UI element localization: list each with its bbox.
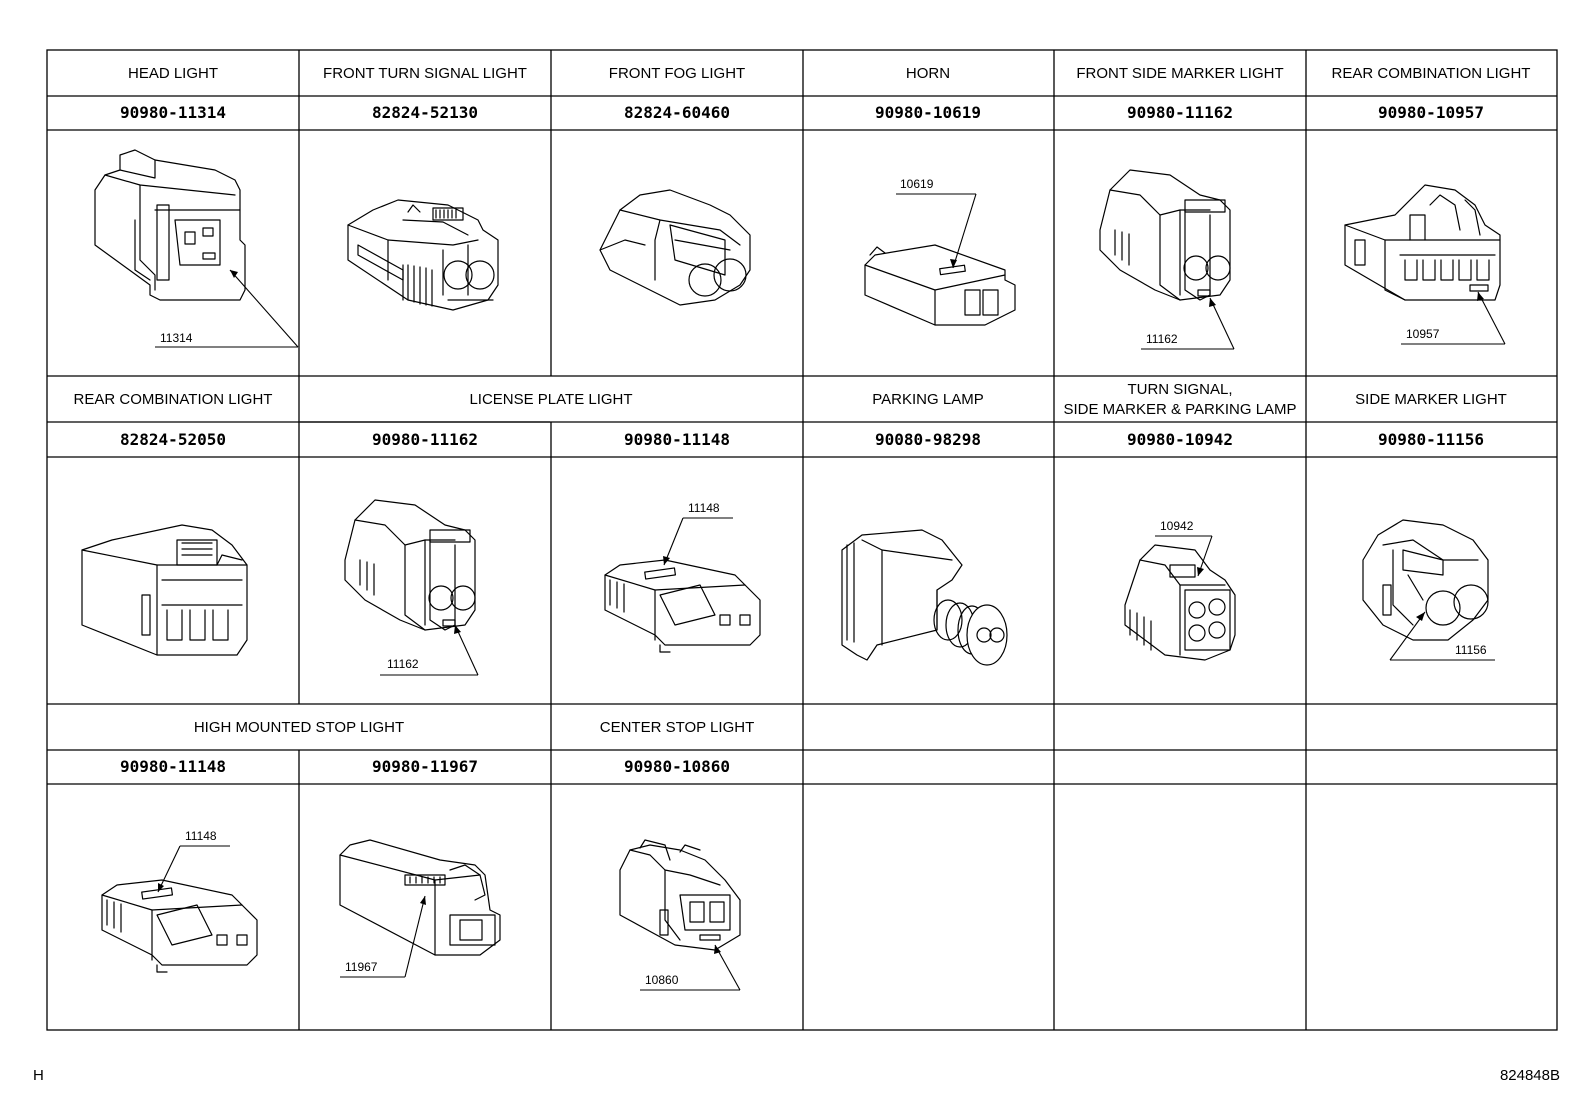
front-turn-signal-connector-drawing [348,200,498,310]
side-marker-11156-connector-drawing [1363,520,1488,640]
front-fog-connector-drawing [600,190,750,305]
callout-10942: 10942 [1160,519,1194,533]
callout-11162-b: 11162 [387,657,419,671]
front-side-marker-callout [1141,298,1234,349]
part-number-high-mounted-2: 90980-11967 [372,757,478,776]
callout-10619: 10619 [900,177,934,191]
callout-11314: 11314 [160,331,193,345]
license-plate-11148-connector-drawing [605,560,760,652]
part-number-side-marker: 90980-11156 [1378,430,1484,449]
front-side-marker-connector-drawing [1100,170,1230,300]
part-number-rear-combination-2: 82824-52050 [120,430,226,449]
part-number-high-mounted-1: 90980-11148 [120,757,226,776]
license-plate-11162-callout [380,625,478,675]
figure-id: 824848B [1499,1067,1560,1084]
head-light-connector-drawing [95,150,245,300]
part-number-front-fog: 82824-60460 [624,103,730,122]
horn-connector-drawing [865,245,1015,325]
label-parking-lamp: PARKING LAMP [872,391,984,408]
part-number-head-light: 90980-11314 [120,103,226,122]
label-front-fog-light: FRONT FOG LIGHT [608,65,746,82]
turn-signal-10942-connector-drawing [1125,545,1235,660]
footer-left-mark: H [33,1067,44,1084]
label-center-stop-light: CENTER STOP LIGHT [599,719,755,736]
center-stop-10860-callout [640,945,740,990]
callout-11967: 11967 [345,960,378,974]
label-rear-combination-light-2: REAR COMBINATION LIGHT [73,391,273,408]
callout-11162-a: 11162 [1146,332,1178,346]
high-mounted-11148-connector-drawing [102,880,257,972]
callout-11148-a: 11148 [688,501,720,515]
rear-combination-2-connector-drawing [82,525,247,655]
part-number-parking-lamp: 90080-98298 [875,430,981,449]
parking-lamp-connector-drawing [842,530,1007,665]
rear-combination-connector-drawing [1345,185,1500,300]
callout-10957: 10957 [1406,327,1440,341]
callout-10860: 10860 [645,973,679,987]
callout-11156: 11156 [1455,643,1487,657]
part-number-turn-signal: 90980-10942 [1127,430,1233,449]
license-plate-11162-connector-drawing [345,500,475,630]
callout-11148-b: 11148 [185,829,217,843]
label-side-marker-parking-lamp: SIDE MARKER & PARKING LAMP [1063,401,1297,418]
part-number-horn: 90980-10619 [875,103,981,122]
label-license-plate-light: LICENSE PLATE LIGHT [469,391,633,408]
label-turn-signal: TURN SIGNAL, [1127,381,1233,398]
label-high-mounted-stop-light: HIGH MOUNTED STOP LIGHT [193,719,405,736]
part-number-front-side-marker: 90980-11162 [1127,103,1233,122]
label-horn: HORN [905,65,951,82]
label-front-side-marker-light: FRONT SIDE MARKER LIGHT [1076,65,1284,82]
part-number-license-plate-1: 90980-11162 [372,430,478,449]
center-stop-10860-connector-drawing [620,840,740,950]
part-number-center-stop: 90980-10860 [624,757,730,776]
label-front-turn-signal-light: FRONT TURN SIGNAL LIGHT [323,65,527,82]
part-number-front-turn-signal: 82824-52130 [372,103,478,122]
label-rear-combination-light: REAR COMBINATION LIGHT [1331,65,1531,82]
part-number-license-plate-2: 90980-11148 [624,430,730,449]
label-side-marker-light: SIDE MARKER LIGHT [1355,391,1507,408]
high-mounted-11967-connector-drawing [340,840,500,955]
license-plate-11148-callout [663,501,733,565]
part-number-rear-combination-1: 90980-10957 [1378,103,1484,122]
table-grid [47,50,1557,1030]
label-head-light: HEAD LIGHT [127,65,219,82]
